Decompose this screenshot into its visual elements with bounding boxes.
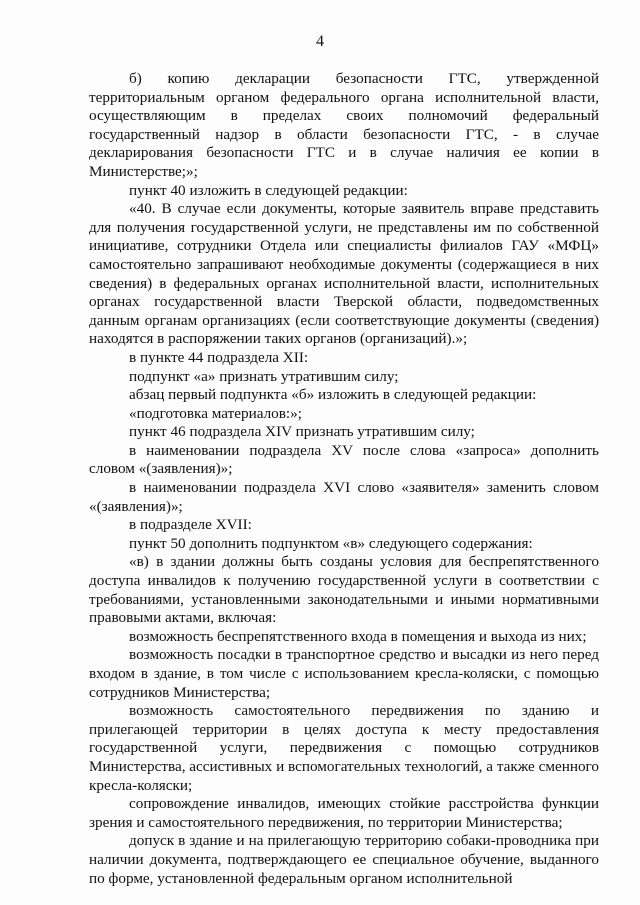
paragraph: допуск в здание и на прилегающую территорию собаки-проводника при наличии документа, подтверждающего ее специальное обучение, выданного по форме, установленной федеральным органом исполнительной <box>89 832 599 887</box>
page-number: 4 <box>316 33 324 50</box>
paragraph: сопровождение инвалидов, имеющих стойкие расстройства функции зрения и самостоятельного передвижения, по территории Министерства; <box>89 795 599 831</box>
paragraph: «40. В случае если документы, которые заявитель вправе представить для получения государственной услуги, не представлены им по собственной инициативе, сотрудники Отдела или специалисты филиалов ГАУ «МФЦ» самостоятельно запрашивают необходимые документы (содержащиеся в них сведения) в федеральных органах исполнительной власти, исполнительных органах государственной власти Тверской области, подведомственных данным органам организациях (если соответствующие документы (сведения) находятся в распоряжении таких органов (организаций).»; <box>89 200 599 348</box>
paragraph: в наименовании подраздела XVI слово «заявителя» заменить словом «(заявления)»; <box>89 479 599 515</box>
paragraph: возможность посадки в транспортное средство и высадки из него перед входом в здание, в том числе с использованием кресла-коляски, с помощью сотрудников Министерства; <box>89 646 599 701</box>
paragraph: «в) в здании должны быть созданы условия для беспрепятственного доступа инвалидов к получению государственной услуги в соответствии с требованиями, установленными законодательными и иными нормативными правовыми актами, включая: <box>89 553 599 627</box>
paragraph: возможность самостоятельного передвижения по зданию и прилегающей территории в целях доступа к месту предоставления государственной услуги, передвижения с помощью сотрудников Министерства, ассистивных и вспомогательных технологий, а также сменного кресла-коляски; <box>89 702 599 794</box>
paragraph: в пункте 44 подраздела XII: <box>129 348 309 366</box>
paragraph: абзац первый подпункта «б» изложить в следующей редакции: <box>129 386 537 404</box>
paragraph: «подготовка материалов:»; <box>129 404 302 422</box>
paragraph: пункт 40 изложить в следующей редакции: <box>129 181 408 199</box>
paragraph: в наименовании подраздела XV после слова «запроса» дополнить словом «(заявления)»; <box>89 441 599 478</box>
paragraph: возможность беспрепятственного входа в помещения и выхода из них; <box>129 627 587 645</box>
paragraph: в подразделе XVII: <box>129 516 252 534</box>
paragraph: б) копию декларации безопасности ГТС, утвержденной территориальным органом федерального органа исполнительной власти, осуществляющим в пределах своих полномочий федеральный государственный надзор в области безопасности ГТС, - в случае декларирования безопасности ГТС и в случае наличия ее копии в Министерстве;»; <box>89 70 599 180</box>
paragraph: пункт 50 дополнить подпунктом «в» следующего содержания: <box>129 534 533 552</box>
paragraph: пункт 46 подраздела XIV признать утратившим силу; <box>129 423 475 441</box>
paragraph: подпункт «а» признать утратившим силу; <box>129 367 399 385</box>
document-body <box>89 70 599 888</box>
